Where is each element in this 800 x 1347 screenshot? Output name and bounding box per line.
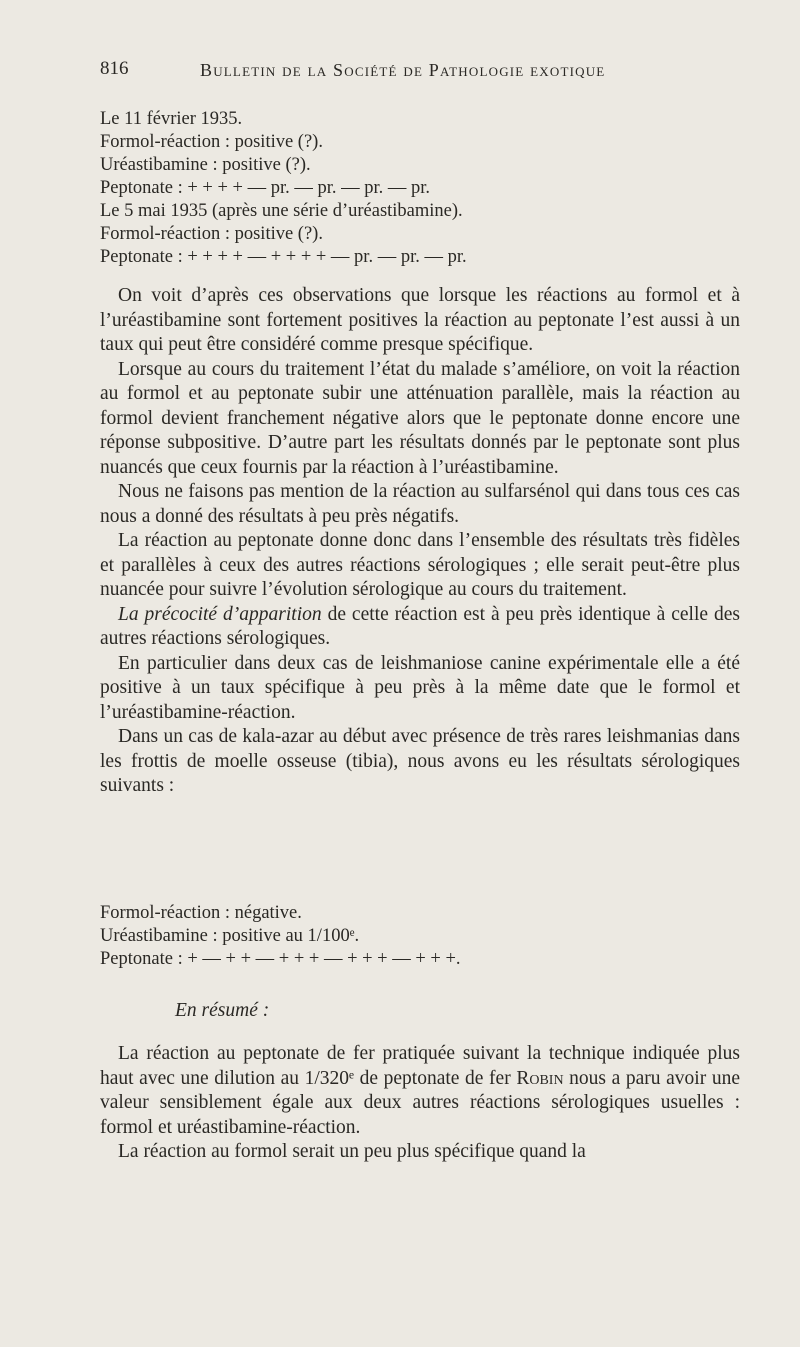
paragraph-text: de cette réaction est à peu près identique à celle des autres réactions sérologiques. (100, 603, 740, 649)
results-line: Formol-réaction : négative. (100, 903, 302, 923)
page-header (100, 58, 740, 88)
results-line: Uréastibamine : positive (?). (100, 155, 311, 175)
author-name: Robin (516, 1067, 564, 1089)
results-line: Peptonate : + — + + — + + + — + + + — + + +. (100, 949, 461, 969)
paragraph: La réaction au peptonate donne donc dans l’ensemble des résultats très fidèles et parallèles à ceux des autres réactions sérologiques ; elle serait peut-être plus nuancée pour suivre l’évolution sérologique au cours du traitement. (100, 530, 740, 600)
body-text (100, 284, 740, 799)
page-number: 816 (100, 58, 129, 79)
results-line: Formol-réaction : positive (?). (100, 132, 323, 152)
section-heading: En résumé : (175, 1000, 270, 1021)
running-title: Bulletin de la Société de Pathologie exotique (200, 60, 606, 80)
conclusion-text (100, 1042, 740, 1165)
results-line: Le 5 mai 1935 (après une série d’uréastibamine). (100, 201, 463, 221)
results-line: Uréastibamine : positive au 1/100ᵉ. (100, 926, 360, 946)
paragraph-text: La réaction au peptonate de fer pratiquée suivant la technique indiquée plus haut avec une dilution au 1/320ᵉ de peptonate de fer (100, 1043, 740, 1089)
paragraph-text: nous a paru avoir une valeur sensiblement égale aux deux autres réactions sérologiques usuelles : formol et uréastibamine-réaction. (100, 1067, 740, 1138)
results-block-1 (100, 108, 740, 269)
paragraph (100, 1042, 740, 1140)
paragraph (100, 603, 740, 652)
results-block-2 (100, 902, 740, 971)
paragraph: On voit d’après ces observations que lorsque les réactions au formol et à l’uréastibamine sont fortement positives la réaction au peptonate l’est aussi à un taux qui peut être considéré comme presque spécifique. (100, 285, 740, 355)
paragraph: Dans un cas de kala-azar au début avec présence de très rares leishmanias dans les frottis de moelle osseuse (tibia), nous avons eu les résultats sérologiques suivants : (100, 726, 740, 796)
paragraph: En particulier dans deux cas de leishmaniose canine expérimentale elle a été positive à un taux spécifique à peu près à la même date que le formol et l’uréastibamine-réaction. (100, 652, 740, 723)
paragraph: Nous ne faisons pas mention de la réaction au sulfarsénol qui dans tous ces cas nous a donné des résultats à peu près négatifs. (100, 481, 740, 527)
paragraph: Lorsque au cours du traitement l’état du malade s’améliore, on voit la réaction au formol et au peptonate subir une atténuation parallèle, mais la réaction au formol devient franchement négative alors que le peptonate donne encore une réponse subpositive. D’autre part les résultats donnés par le peptonate sont plus nuancés que ceux fournis par la réaction à l’uréastibamine. (100, 358, 740, 478)
italic-phrase: La précocité d’apparition (118, 603, 322, 625)
paragraph: La réaction au formol serait un peu plus spécifique quand la (118, 1141, 586, 1162)
results-line: Formol-réaction : positive (?). (100, 224, 323, 244)
results-line: Peptonate : + + + + — pr. — pr. — pr. — pr. (100, 178, 431, 198)
results-line: Peptonate : + + + + — + + + + — pr. — pr. — pr. (100, 247, 467, 267)
results-line: Le 11 février 1935. (100, 109, 243, 129)
